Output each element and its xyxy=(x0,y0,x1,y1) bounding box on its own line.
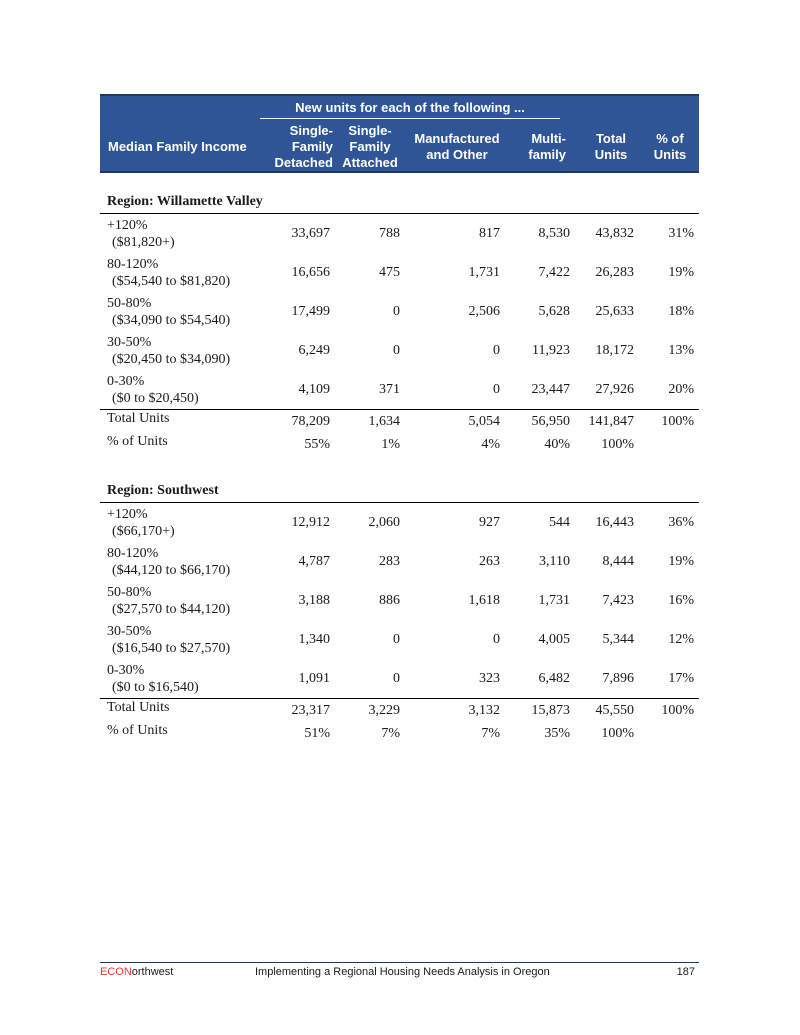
cell-pct: 17% xyxy=(668,671,694,686)
housing-units-table xyxy=(100,94,699,745)
brand-suffix: orthwest xyxy=(131,966,174,978)
share-label: % of Units xyxy=(107,434,168,449)
cell-mfg: 0 xyxy=(493,632,500,647)
cell-pct: 12% xyxy=(668,632,694,647)
cell-sfa: 371 xyxy=(379,382,400,397)
cell-sfd: 23,317 xyxy=(291,703,330,718)
group-title: New units for each of the following ... xyxy=(295,100,525,115)
col-pct-line: % of xyxy=(656,131,684,146)
cell-tot: 26,283 xyxy=(595,265,634,280)
income-band xyxy=(100,331,250,370)
cell-mfg: 1,731 xyxy=(468,265,500,280)
cell-mult: 35% xyxy=(544,726,570,741)
cell-mult: 8,530 xyxy=(538,226,570,241)
cell-sfd: 78,209 xyxy=(291,414,330,429)
income-band-label: 30-50% xyxy=(107,624,152,639)
cell-sfd: 4,787 xyxy=(298,554,330,569)
cell-pct: 19% xyxy=(668,554,694,569)
cell-pct: 16% xyxy=(668,593,694,608)
cell-pct: 36% xyxy=(668,515,694,530)
cell-tot: 8,444 xyxy=(602,554,634,569)
cell-mfg: 1,618 xyxy=(468,593,500,608)
table-row xyxy=(100,581,699,620)
brand-logo xyxy=(100,966,173,978)
income-band-label: +120% xyxy=(107,218,148,233)
income-range: ($0 to $20,450) xyxy=(112,391,199,406)
cell-mult: 11,923 xyxy=(532,343,570,358)
col-sfa-line: Attached xyxy=(342,155,398,170)
cell-sfa: 788 xyxy=(379,226,400,241)
income-band xyxy=(100,620,250,659)
cell-mfg: 323 xyxy=(479,671,500,686)
cell-pct: 20% xyxy=(668,382,694,397)
table-row xyxy=(100,659,699,698)
total-label: Total Units xyxy=(107,700,170,715)
cell-tot: 5,344 xyxy=(602,632,634,647)
income-band xyxy=(100,503,250,542)
cell-sfd: 12,912 xyxy=(291,515,330,530)
cell-sfa: 0 xyxy=(393,304,400,319)
group-rule xyxy=(260,118,560,119)
col-total-units xyxy=(588,131,634,163)
table-row xyxy=(100,370,699,409)
cell-tot: 18,172 xyxy=(595,343,634,358)
cell-sfd: 4,109 xyxy=(298,382,330,397)
col-sfa-line: Single- xyxy=(348,123,392,138)
cell-mult: 3,110 xyxy=(539,554,570,569)
cell-tot: 100% xyxy=(601,726,634,741)
table-row xyxy=(100,503,699,542)
income-range: ($16,540 to $27,570) xyxy=(112,641,231,656)
col-percent-units xyxy=(648,131,692,163)
income-band-label: 50-80% xyxy=(107,296,152,311)
cell-tot: 100% xyxy=(601,437,634,452)
col-mult-line: family xyxy=(528,147,566,162)
cell-sfd: 1,340 xyxy=(298,632,330,647)
cell-mfg: 4% xyxy=(481,437,500,452)
income-range: ($81,820+) xyxy=(112,235,175,250)
cell-sfd: 6,249 xyxy=(298,343,330,358)
col-median-family-income: Median Family Income xyxy=(108,139,247,154)
col-mfg-line: Manufactured xyxy=(414,131,500,146)
col-sfa-line: Family xyxy=(349,139,391,154)
income-band-label: 50-80% xyxy=(107,585,152,600)
income-band-label: 80-120% xyxy=(107,257,159,272)
share-row xyxy=(100,722,699,745)
cell-tot: 27,926 xyxy=(595,382,634,397)
cell-sfd: 3,188 xyxy=(298,593,330,608)
cell-sfd: 33,697 xyxy=(291,226,330,241)
cell-sfa: 0 xyxy=(393,671,400,686)
income-range: ($20,450 to $34,090) xyxy=(112,352,231,367)
cell-mult: 6,482 xyxy=(538,671,570,686)
cell-mult: 7,422 xyxy=(538,265,570,280)
income-band-label: 0-30% xyxy=(107,663,145,678)
cell-mfg: 2,506 xyxy=(468,304,500,319)
region-title: Region: Southwest xyxy=(100,480,699,503)
table-row xyxy=(100,331,699,370)
income-band xyxy=(100,253,250,292)
cell-mfg: 0 xyxy=(493,343,500,358)
cell-sfd: 17,499 xyxy=(291,304,330,319)
cell-mult: 5,628 xyxy=(538,304,570,319)
cell-tot: 25,633 xyxy=(595,304,634,319)
cell-sfa: 0 xyxy=(393,343,400,358)
cell-sfa: 886 xyxy=(379,593,400,608)
income-band xyxy=(100,659,250,698)
cell-sfa: 2,060 xyxy=(368,515,400,530)
income-range: ($0 to $16,540) xyxy=(112,680,199,695)
income-band xyxy=(100,292,250,331)
page-footer xyxy=(100,962,699,978)
cell-pct xyxy=(634,722,694,745)
cell-mult: 15,873 xyxy=(531,703,570,718)
income-band-label: 80-120% xyxy=(107,546,159,561)
col-multifamily xyxy=(508,131,566,163)
table-row xyxy=(100,253,699,292)
cell-mult: 544 xyxy=(549,515,570,530)
cell-tot: 141,847 xyxy=(588,414,634,429)
cell-pct: 31% xyxy=(668,226,694,241)
col-mfg-line: and Other xyxy=(426,147,488,162)
cell-tot: 7,423 xyxy=(602,593,634,608)
cell-tot: 7,896 xyxy=(602,671,634,686)
cell-mult: 4,005 xyxy=(538,632,570,647)
cell-pct: 18% xyxy=(668,304,694,319)
cell-mult: 1,731 xyxy=(538,593,570,608)
cell-pct: 13% xyxy=(668,343,694,358)
total-row xyxy=(100,698,699,722)
cell-sfa: 7% xyxy=(381,726,400,741)
cell-sfa: 475 xyxy=(379,265,400,280)
col-sfd-line: Detached xyxy=(274,155,333,170)
income-band-label: 30-50% xyxy=(107,335,152,350)
income-range: ($54,540 to $81,820) xyxy=(112,274,231,289)
cell-pct xyxy=(634,433,694,456)
income-band-label: 0-30% xyxy=(107,374,145,389)
region-title: Region: Willamette Valley xyxy=(100,191,699,214)
cell-mfg: 263 xyxy=(479,554,500,569)
col-tot-line: Units xyxy=(594,147,628,162)
cell-pct: 100% xyxy=(661,703,694,718)
cell-mult: 23,447 xyxy=(531,382,570,397)
table-row xyxy=(100,620,699,659)
col-mult-line: Multi- xyxy=(531,131,566,146)
col-pct-line: Units xyxy=(653,147,687,162)
income-band xyxy=(100,214,250,253)
income-range: ($27,570 to $44,120) xyxy=(112,602,231,617)
income-band xyxy=(100,542,250,581)
cell-tot: 16,443 xyxy=(595,515,634,530)
cell-mult: 56,950 xyxy=(531,414,570,429)
cell-sfd: 51% xyxy=(304,726,330,741)
table-row xyxy=(100,292,699,331)
col-sfd-line: Family xyxy=(291,139,333,154)
cell-mfg: 0 xyxy=(493,382,500,397)
col-tot-line: Total xyxy=(595,131,627,146)
cell-tot: 45,550 xyxy=(595,703,634,718)
col-single-family-attached xyxy=(338,123,402,171)
income-band xyxy=(100,370,250,409)
col-manufactured xyxy=(407,131,507,163)
cell-sfa: 3,229 xyxy=(368,703,400,718)
document-title: Implementing a Regional Housing Needs Analysis in Oregon xyxy=(255,966,550,978)
cell-sfa: 1% xyxy=(381,437,400,452)
table-row xyxy=(100,542,699,581)
cell-pct: 19% xyxy=(668,265,694,280)
cell-sfa: 0 xyxy=(393,632,400,647)
cell-mfg: 5,054 xyxy=(468,414,500,429)
cell-sfa: 283 xyxy=(379,554,400,569)
cell-mfg: 927 xyxy=(479,515,500,530)
cell-mfg: 3,132 xyxy=(468,703,500,718)
cell-sfd: 1,091 xyxy=(298,671,330,686)
income-range: ($34,090 to $54,540) xyxy=(112,313,231,328)
total-label: Total Units xyxy=(107,411,170,426)
cell-pct: 100% xyxy=(661,414,694,429)
table-row xyxy=(100,214,699,253)
income-band-label: +120% xyxy=(107,507,148,522)
cell-mfg: 7% xyxy=(481,726,500,741)
cell-tot: 43,832 xyxy=(595,226,634,241)
share-label: % of Units xyxy=(107,723,168,738)
cell-mult: 40% xyxy=(544,437,570,452)
share-row xyxy=(100,433,699,456)
income-range: ($66,170+) xyxy=(112,524,175,539)
cell-sfd: 55% xyxy=(304,437,330,452)
brand-prefix: ECON xyxy=(100,966,132,978)
col-sfd-line: Single- xyxy=(289,123,333,138)
col-single-family-detached xyxy=(255,123,333,171)
cell-sfa: 1,634 xyxy=(368,414,400,429)
cell-sfd: 16,656 xyxy=(291,265,330,280)
table-header xyxy=(100,94,699,173)
page-number: 187 xyxy=(676,966,695,978)
total-row xyxy=(100,409,699,433)
income-band xyxy=(100,581,250,620)
cell-mfg: 817 xyxy=(479,226,500,241)
income-range: ($44,120 to $66,170) xyxy=(112,563,231,578)
